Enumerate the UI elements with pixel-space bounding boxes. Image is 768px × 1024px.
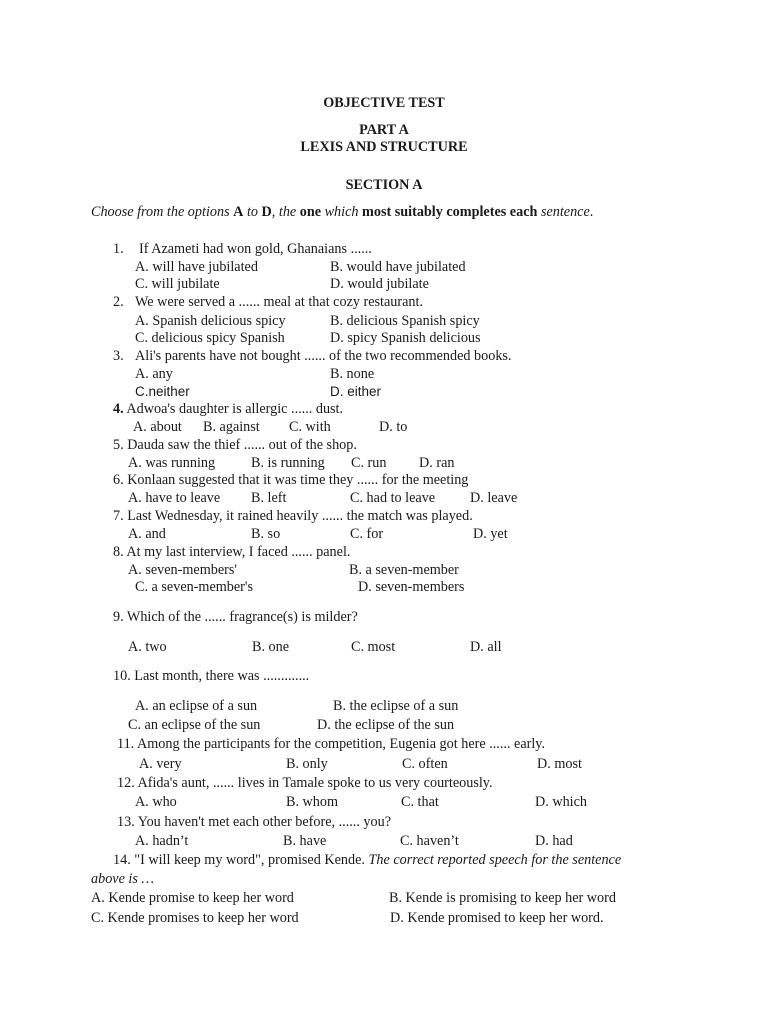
option-a: A. Spanish delicious spicy	[135, 313, 286, 329]
section-heading: SECTION A	[345, 177, 423, 193]
option-b: B. a seven-member	[349, 562, 459, 578]
instructions: Choose from the options A to D, the one which most suitably completes each sentence.	[91, 204, 594, 220]
option-b: B. delicious Spanish spicy	[330, 313, 480, 329]
option-d: D. seven-members	[358, 579, 465, 595]
option-b: B. only	[286, 756, 328, 772]
question-text: We were served a ...... meal at that cozy restaurant.	[135, 294, 423, 310]
question-text: 11. Among the participants for the competition, Eugenia got here ...... early.	[117, 736, 545, 752]
option-c: C. often	[402, 756, 448, 772]
option-b: B. left	[251, 490, 287, 506]
question-text: 13. You haven't met each other before, ...... you?	[117, 814, 392, 830]
option-b: B. is running	[251, 455, 325, 471]
option-a: A. two	[128, 639, 167, 655]
option-a: A. and	[128, 526, 166, 542]
option-c: C. that	[401, 794, 439, 810]
option-a: A. seven-members'	[128, 562, 237, 578]
question-text: 9. Which of the ...... fragrance(s) is milder?	[113, 609, 358, 625]
option-d: D. most	[537, 756, 582, 772]
option-b: B. none	[330, 366, 375, 382]
option-b: B. have	[283, 833, 327, 849]
option-b: B. would have jubilated	[330, 259, 466, 275]
question-text: 8. At my last interview, I faced ...... panel.	[113, 544, 351, 560]
option-c: C. run	[351, 455, 387, 471]
option-b: B. against	[203, 419, 260, 435]
option-d: D. leave	[470, 490, 518, 506]
option-c: C. will jubilate	[135, 276, 220, 292]
option-c: C.neither	[135, 384, 190, 399]
option-b: B. so	[251, 526, 281, 542]
option-b: B. whom	[286, 794, 339, 810]
option-b: B. Kende is promising to keep her word	[389, 890, 616, 906]
question-text: 4. Adwoa's daughter is allergic ...... dust.	[113, 401, 344, 417]
option-d: D. would jubilate	[330, 276, 429, 292]
option-a: A. hadn’t	[135, 833, 189, 849]
option-a: A. any	[135, 366, 173, 382]
option-b: B. the eclipse of a sun	[333, 698, 459, 714]
option-c: C. for	[350, 526, 384, 542]
option-a: A. Kende promise to keep her word	[91, 890, 294, 906]
option-c: C. a seven-member's	[135, 579, 253, 595]
option-d: D. which	[535, 794, 588, 810]
test-title: OBJECTIVE TEST	[323, 95, 445, 111]
option-c: C. delicious spicy Spanish	[135, 330, 285, 346]
option-d: D. had	[535, 833, 573, 849]
question-text: 14. "I will keep my word", promised Kende. The correct reported speech for the sentence	[113, 852, 622, 868]
option-a: A. was running	[128, 455, 216, 471]
question-text: 10. Last month, there was .............	[113, 668, 310, 684]
option-d: D. spicy Spanish delicious	[330, 330, 481, 346]
option-a: A. very	[139, 756, 182, 772]
question-text: If Azameti had won gold, Ghanaians ......	[139, 241, 372, 257]
option-a: A. have to leave	[128, 490, 221, 506]
question-number: 1.	[113, 241, 124, 257]
option-d: D. to	[379, 419, 408, 435]
option-b: B. one	[252, 639, 290, 655]
option-c: C. had to leave	[350, 490, 436, 506]
question-number: 2.	[113, 294, 124, 310]
option-c: C. Kende promises to keep her word	[91, 910, 299, 926]
question-text: 6. Konlaan suggested that it was time they ...... for the meeting	[113, 472, 469, 488]
option-a: A. who	[135, 794, 177, 810]
part-heading: PART A	[359, 122, 409, 138]
question-number: 3.	[113, 348, 124, 364]
question-text: Ali's parents have not bought ...... of the two recommended books.	[135, 348, 512, 364]
option-d: D. ran	[419, 455, 455, 471]
question-text: 7. Last Wednesday, it rained heavily ...... the match was played.	[113, 508, 473, 524]
option-c: C. an eclipse of the sun	[128, 717, 261, 733]
option-d: D. either	[330, 384, 382, 399]
option-a: A. will have jubilated	[135, 259, 258, 275]
option-c: C. most	[351, 639, 396, 655]
option-c: C. haven’t	[400, 833, 459, 849]
question-text: 12. Afida's aunt, ...... lives in Tamale spoke to us very courteously.	[117, 775, 493, 791]
option-d: D. the eclipse of the sun	[317, 717, 455, 733]
option-a: A. about	[133, 419, 182, 435]
option-c: C. with	[289, 419, 331, 435]
question-text: 5. Dauda saw the thief ...... out of the shop.	[113, 437, 357, 453]
option-d: D. all	[470, 639, 502, 655]
option-d: D. yet	[473, 526, 508, 542]
option-d: D. Kende promised to keep her word.	[390, 910, 604, 926]
question-text-continued: above is …	[91, 871, 155, 887]
option-a: A. an eclipse of a sun	[135, 698, 258, 714]
part-subtitle: LEXIS AND STRUCTURE	[300, 139, 468, 155]
